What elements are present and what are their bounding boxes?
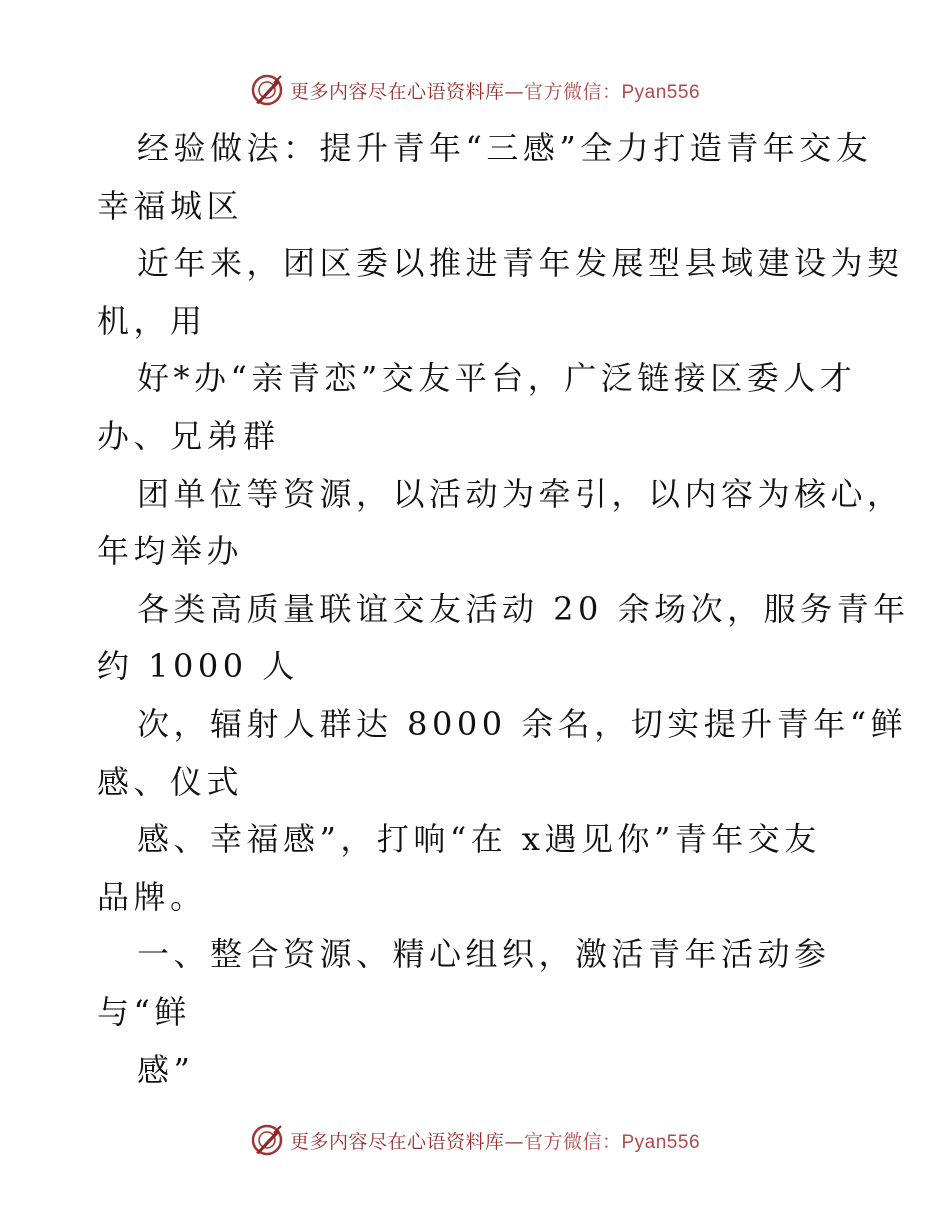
banner-contact-text: 官方微信：Pyan556 <box>524 1131 701 1153</box>
text-line: 品牌。 <box>97 877 207 916</box>
text-line: 与“鲜 <box>97 992 191 1031</box>
text-line: 近年来，团区委以推进青年发展型县域建设为契 <box>137 244 904 283</box>
text-line: 年均举办 <box>97 532 244 571</box>
text-line: 各类高质量联谊交友活动 20 余场次，服务青年 <box>137 589 910 628</box>
text-line: 经验做法：提升青年“三感”全力打造青年交友 <box>137 129 873 167</box>
text-line: 感、幸福感”，打响“在 x遇见你”青年交友 <box>137 820 821 859</box>
banner-main-text: 更多内容尽在心语资料库 <box>289 1130 505 1153</box>
quill-logo-icon <box>250 1123 284 1157</box>
banner-text <box>290 1127 700 1154</box>
text-line: 一、整合资源、精心组织，激活青年活动参 <box>137 935 831 974</box>
text-line: 幸福城区 <box>97 186 244 225</box>
header-banner <box>0 70 950 110</box>
text-line: 次，辐射人群达 8000 余名，切实提升青年“鲜 <box>137 704 908 743</box>
banner-text <box>290 77 700 104</box>
text-line: 机，用 <box>97 301 207 340</box>
text-line: 约 1000 人 <box>97 647 299 686</box>
footer-banner <box>0 1120 950 1160</box>
banner-dash: — <box>504 1130 524 1153</box>
quill-logo-icon <box>250 73 284 107</box>
banner-contact-text: 官方微信：Pyan556 <box>524 81 701 103</box>
banner-dash: — <box>504 80 524 103</box>
text-line: 办、兄弟群 <box>97 416 280 455</box>
text-line: 感、仪式 <box>97 762 244 801</box>
banner-main-text: 更多内容尽在心语资料库 <box>289 80 505 103</box>
document-body <box>97 120 910 1099</box>
text-line: 团单位等资源，以活动为牵引，以内容为核心， <box>137 474 904 513</box>
text-line: 好*办“亲青恋”交友平台，广泛链接区委人才 <box>137 359 857 398</box>
text-line: 感” <box>137 1050 195 1089</box>
